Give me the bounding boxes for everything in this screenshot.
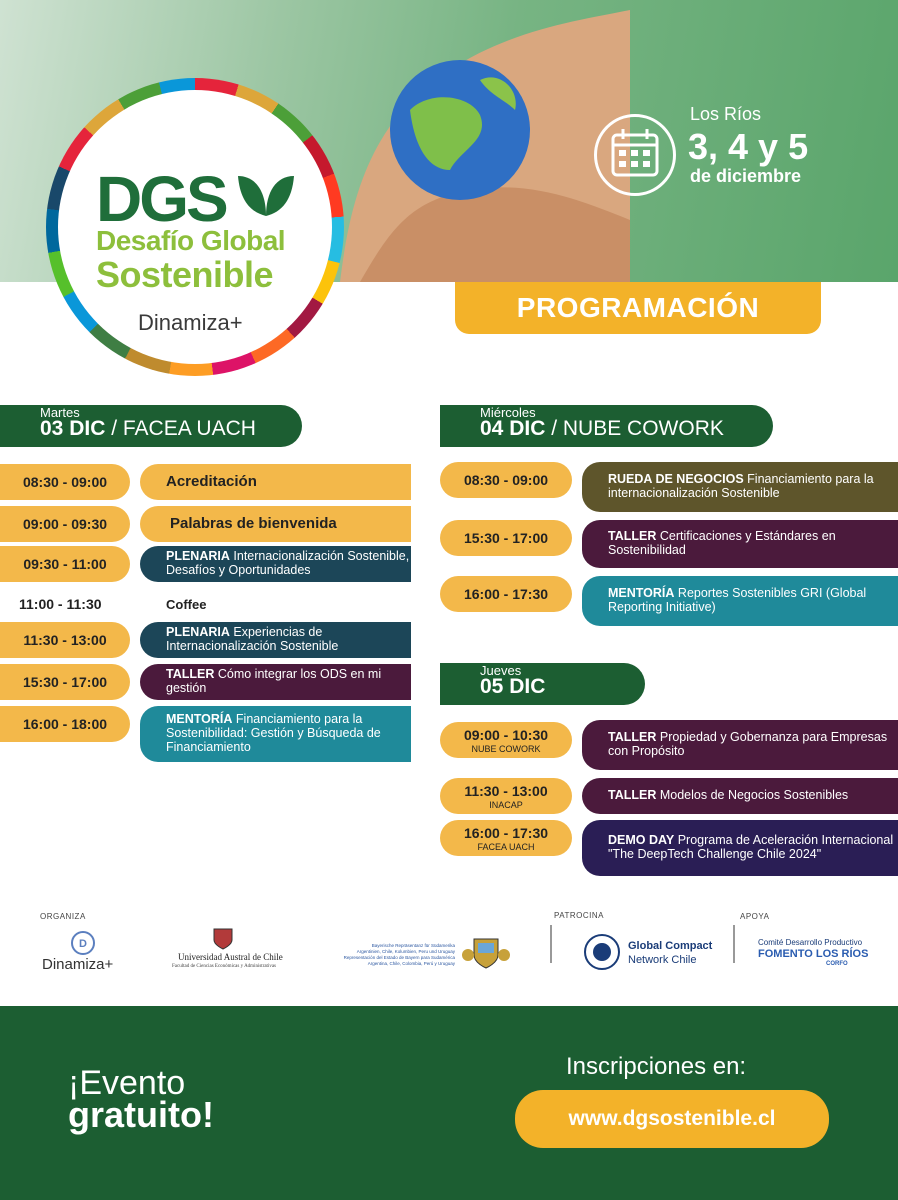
day3-activity-1 [582, 720, 898, 770]
day2-time-2: 15:30 - 17:00 [440, 520, 572, 556]
day1-activity-4: Coffee [166, 597, 207, 612]
dinamiza-logo-icon [70, 930, 96, 956]
time-value: 11:30 - 13:00 [464, 782, 548, 799]
activity-text: Internacionalización Sostenible, Desafíos y Oportunidades [166, 549, 410, 577]
bayern-line-2: Argentinien, Chile, Kolumbien, Peru und Uruguay [356, 948, 455, 954]
activity-text: Experiencias de Internacionalización Sostenible [166, 625, 339, 653]
bayern-text [310, 943, 455, 966]
registration-label: Inscripciones en: [566, 1053, 747, 1080]
calendar-icon [594, 114, 676, 196]
time-value: 09:00 - 10:30 [463, 726, 549, 743]
activity-kind: PLENARIA [166, 625, 230, 640]
time-place: NUBE COWORK [471, 743, 541, 754]
day3-activity-2 [582, 778, 898, 814]
day1-activity-1: Acreditación [140, 464, 411, 500]
patrocina-label: PATROCINA [554, 911, 604, 920]
activity-text: Cómo integrar los ODS en mi gestión [166, 667, 382, 695]
gc-title: Global Compact [628, 940, 713, 952]
day2-time-1: 08:30 - 09:00 [440, 462, 572, 498]
day1-time-3: 09:30 - 11:00 [0, 546, 130, 582]
uach-faculty: Facultad de Ciencias Económicas y Administrativas [172, 964, 277, 969]
activity-kind: MENTORÍA [608, 586, 675, 601]
bayern-line-4: Argentina, Chile, Colombia, Perú y Uruguay [367, 960, 455, 966]
day2-time-3: 16:00 - 17:30 [440, 576, 572, 612]
day1-time-1: 08:30 - 09:00 [0, 464, 130, 500]
programacion-banner: PROGRAMACIÓN [455, 282, 821, 334]
day2-header [440, 405, 773, 447]
activity-kind: DEMO DAY [608, 833, 675, 848]
day1-activity-3 [140, 546, 411, 582]
activity-text: Financiamiento para la Sostenibilidad: Gestión y Búsqueda de Financiamiento [166, 712, 381, 754]
divider [550, 925, 552, 963]
activity-kind: TALLER [166, 667, 215, 682]
day3-time-2 [440, 778, 572, 814]
day1-venue: / FACEA UACH [111, 417, 256, 440]
day3-date: 05 DIC [480, 675, 546, 698]
location: Los Ríos [690, 104, 762, 124]
event-dates: 3, 4 y 5 [688, 126, 809, 167]
activity-text: Modelos de Negocios Sostenibles [659, 788, 849, 803]
day1-activity-2: Palabras de bienvenida [140, 506, 411, 542]
dinamiza-logo-text: Dinamiza+ [42, 956, 114, 973]
bayern-line-1: Bayerische Repräsentanz für Südamerika [371, 943, 455, 948]
uach-name: Universidad Austral de Chile [178, 952, 283, 962]
divider [733, 925, 735, 963]
day2-weekday: Miércoles [480, 405, 536, 420]
day1-time-2: 09:00 - 09:30 [0, 506, 130, 542]
logo-main: DGS [96, 163, 226, 235]
day2-activity-2 [582, 520, 898, 568]
time-value: 16:00 - 17:30 [463, 824, 549, 841]
activity-text: Propiedad y Gobernanza para Empresas con Propósito [608, 730, 888, 758]
bayern-coat-of-arms-icon [460, 935, 512, 971]
activity-kind: RUEDA DE NEGOCIOS [608, 472, 744, 487]
day1-time-6: 15:30 - 17:00 [0, 664, 130, 700]
activity-kind: PLENARIA [166, 549, 230, 564]
organiza-label: ORGANIZA [40, 912, 86, 921]
registration-url-link[interactable]: www.dgsostenible.cl [515, 1090, 829, 1148]
day1-time-7: 16:00 - 18:00 [0, 706, 130, 742]
day1-date: 03 DIC [40, 417, 106, 440]
day3-time-1 [440, 722, 572, 758]
corfo-line1: Comité Desarrollo Productivo [758, 938, 863, 947]
day1-time-5: 11:30 - 13:00 [0, 622, 130, 658]
corfo-line3: CORFO [826, 961, 848, 967]
day1-time-4: 11:00 - 11:30 [19, 596, 102, 612]
hands-globe-image [330, 0, 630, 282]
corfo-line2: FOMENTO LOS RÍOS [758, 948, 869, 960]
activity-kind: TALLER [608, 529, 657, 544]
activity-text: Programa de Aceleración Internacional "The DeepTech Challenge Chile 2024" [608, 833, 894, 861]
day2-venue: / NUBE COWORK [551, 417, 724, 440]
day3-activity-3 [582, 820, 898, 876]
day3-weekday: Jueves [480, 663, 522, 678]
activity-kind: TALLER [608, 730, 657, 745]
time-place: FACEA UACH [477, 841, 535, 852]
day3-time-3 [440, 820, 572, 856]
leaf-icon [236, 172, 296, 220]
day1-header [0, 405, 302, 447]
uach-crest-icon [213, 928, 233, 950]
activity-text: Financiamiento para la internacionalización Sostenible [608, 472, 874, 500]
global-compact-icon [582, 932, 622, 972]
day1-activity-6 [140, 664, 411, 700]
brand-name: Dinamiza+ [138, 310, 243, 335]
logo-line2: Sostenible [96, 254, 274, 295]
activity-kind: MENTORÍA [166, 712, 233, 727]
gc-subtitle: Network Chile [628, 954, 697, 966]
bayern-line-3: Representación del Estado de Bayern para Sudamérica [343, 954, 455, 960]
free-event-line1: ¡Evento [68, 1064, 186, 1102]
day2-date: 04 DIC [480, 417, 546, 440]
svg-text:D: D [79, 938, 87, 950]
day2-activity-1 [582, 462, 898, 512]
logo-line1: Desafío Global [96, 225, 286, 256]
free-event-line2: gratuito! [68, 1094, 214, 1135]
time-place: INACAP [489, 799, 523, 810]
day1-activity-7 [140, 706, 411, 762]
activity-kind: TALLER [608, 788, 657, 803]
day3-header [440, 663, 645, 705]
activity-text: Reportes Sostenibles GRI (Global Reporting Initiative) [608, 586, 867, 614]
day2-activity-3 [582, 576, 898, 626]
activity-text: Certificaciones y Estándares en Sostenibilidad [608, 529, 836, 557]
day1-weekday: Martes [40, 405, 80, 420]
event-month: de diciembre [690, 166, 802, 186]
day1-activity-5 [140, 622, 411, 658]
apoya-label: APOYA [740, 912, 770, 921]
